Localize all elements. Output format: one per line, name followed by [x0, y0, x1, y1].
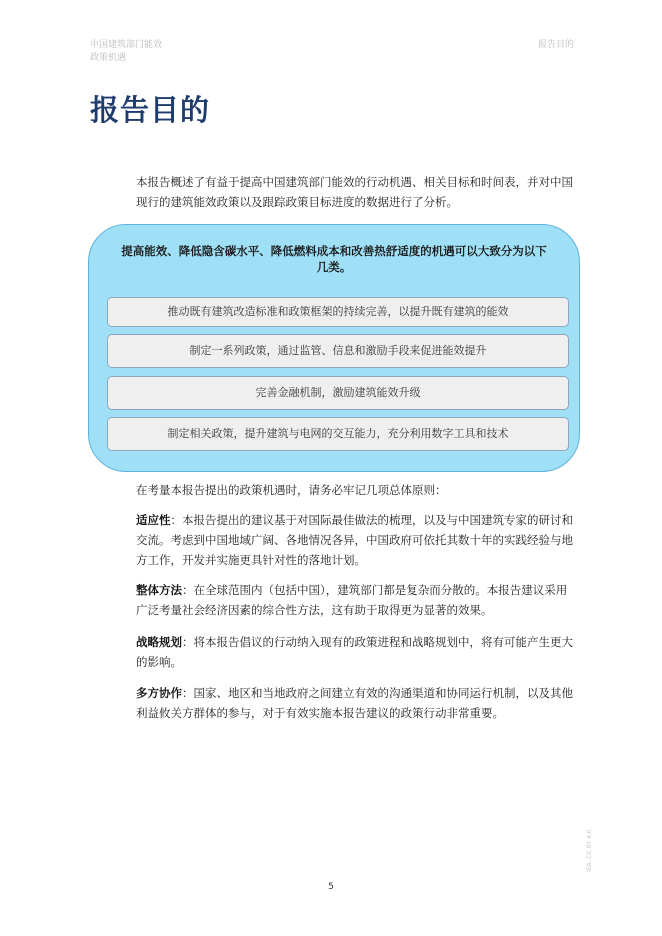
intro-paragraph: 本报告概述了有益于提高中国建筑部门能效的行动机遇、相关目标和时间表，并对中国现行的建筑能效政策以及跟踪政策目标进度的数据进行了分析。	[136, 175, 573, 209]
principle-paragraph	[136, 580, 574, 620]
opportunity-option: 推动既有建筑改造标准和政策框架的持续完善，以提升既有建筑的能效	[107, 297, 569, 327]
running-header-right: 报告目的	[537, 40, 574, 50]
opportunity-option: 制定相关政策，提升建筑与电网的交互能力，充分利用数字工具和技术	[107, 417, 569, 451]
principle-term: 适应性	[136, 513, 171, 527]
opportunity-box	[88, 224, 580, 472]
opportunity-box-heading: 提高能效、降低隐含碳水平、降低燃料成本和改善热舒适度的机遇可以大致分为以下几类。	[121, 244, 547, 274]
principle-text: ：国家、地区和当地政府之间建立有效的沟通渠道和协同运行机制，以及其他利益攸关方群体的参与，对于有效实施本报告建议的政策行动非常重要。	[136, 686, 573, 720]
license-note: IEA. CC BY 4.0.	[586, 827, 593, 872]
principle-term: 整体方法	[136, 583, 182, 597]
header-report-subtitle: 政策机遇	[90, 53, 127, 63]
page-title: 报告目的	[90, 93, 211, 127]
principle-text: ：本报告提出的建议基于对国际最佳做法的梳理，以及与中国建筑专家的研讨和交流。考虑到中国地域广阔、各地情况各异，中国政府可依托其数十年的实践经验与地方工作，开发并实施更具针对性的落地计划。	[136, 513, 573, 567]
opportunity-option: 制定一系列政策，通过监管、信息和激励手段来促进能效提升	[107, 334, 569, 368]
principle-term: 战略规划	[136, 635, 182, 649]
principle-paragraph	[136, 510, 574, 570]
page-number: 5	[328, 882, 334, 892]
principles-intro: 在考量本报告提出的政策机遇时，请务必牢记几项总体原则：	[136, 483, 447, 497]
principle-text: ：将本报告倡议的行动纳入现有的政策进程和战略规划中，将有可能产生更大的影响。	[136, 635, 573, 669]
opportunity-option: 完善金融机制，激励建筑能效升级	[107, 376, 569, 410]
header-report-title: 中国建筑部门能效	[90, 40, 163, 50]
running-header-left	[90, 39, 162, 65]
principle-term: 多方协作	[136, 686, 182, 700]
principle-text: ：在全球范围内（包括中国），建筑部门都是复杂而分散的。本报告建议采用广泛考量社会经济因素的综合性方法，这有助于取得更为显著的效果。	[136, 583, 568, 617]
principle-paragraph	[136, 632, 574, 672]
principle-paragraph	[136, 683, 574, 723]
